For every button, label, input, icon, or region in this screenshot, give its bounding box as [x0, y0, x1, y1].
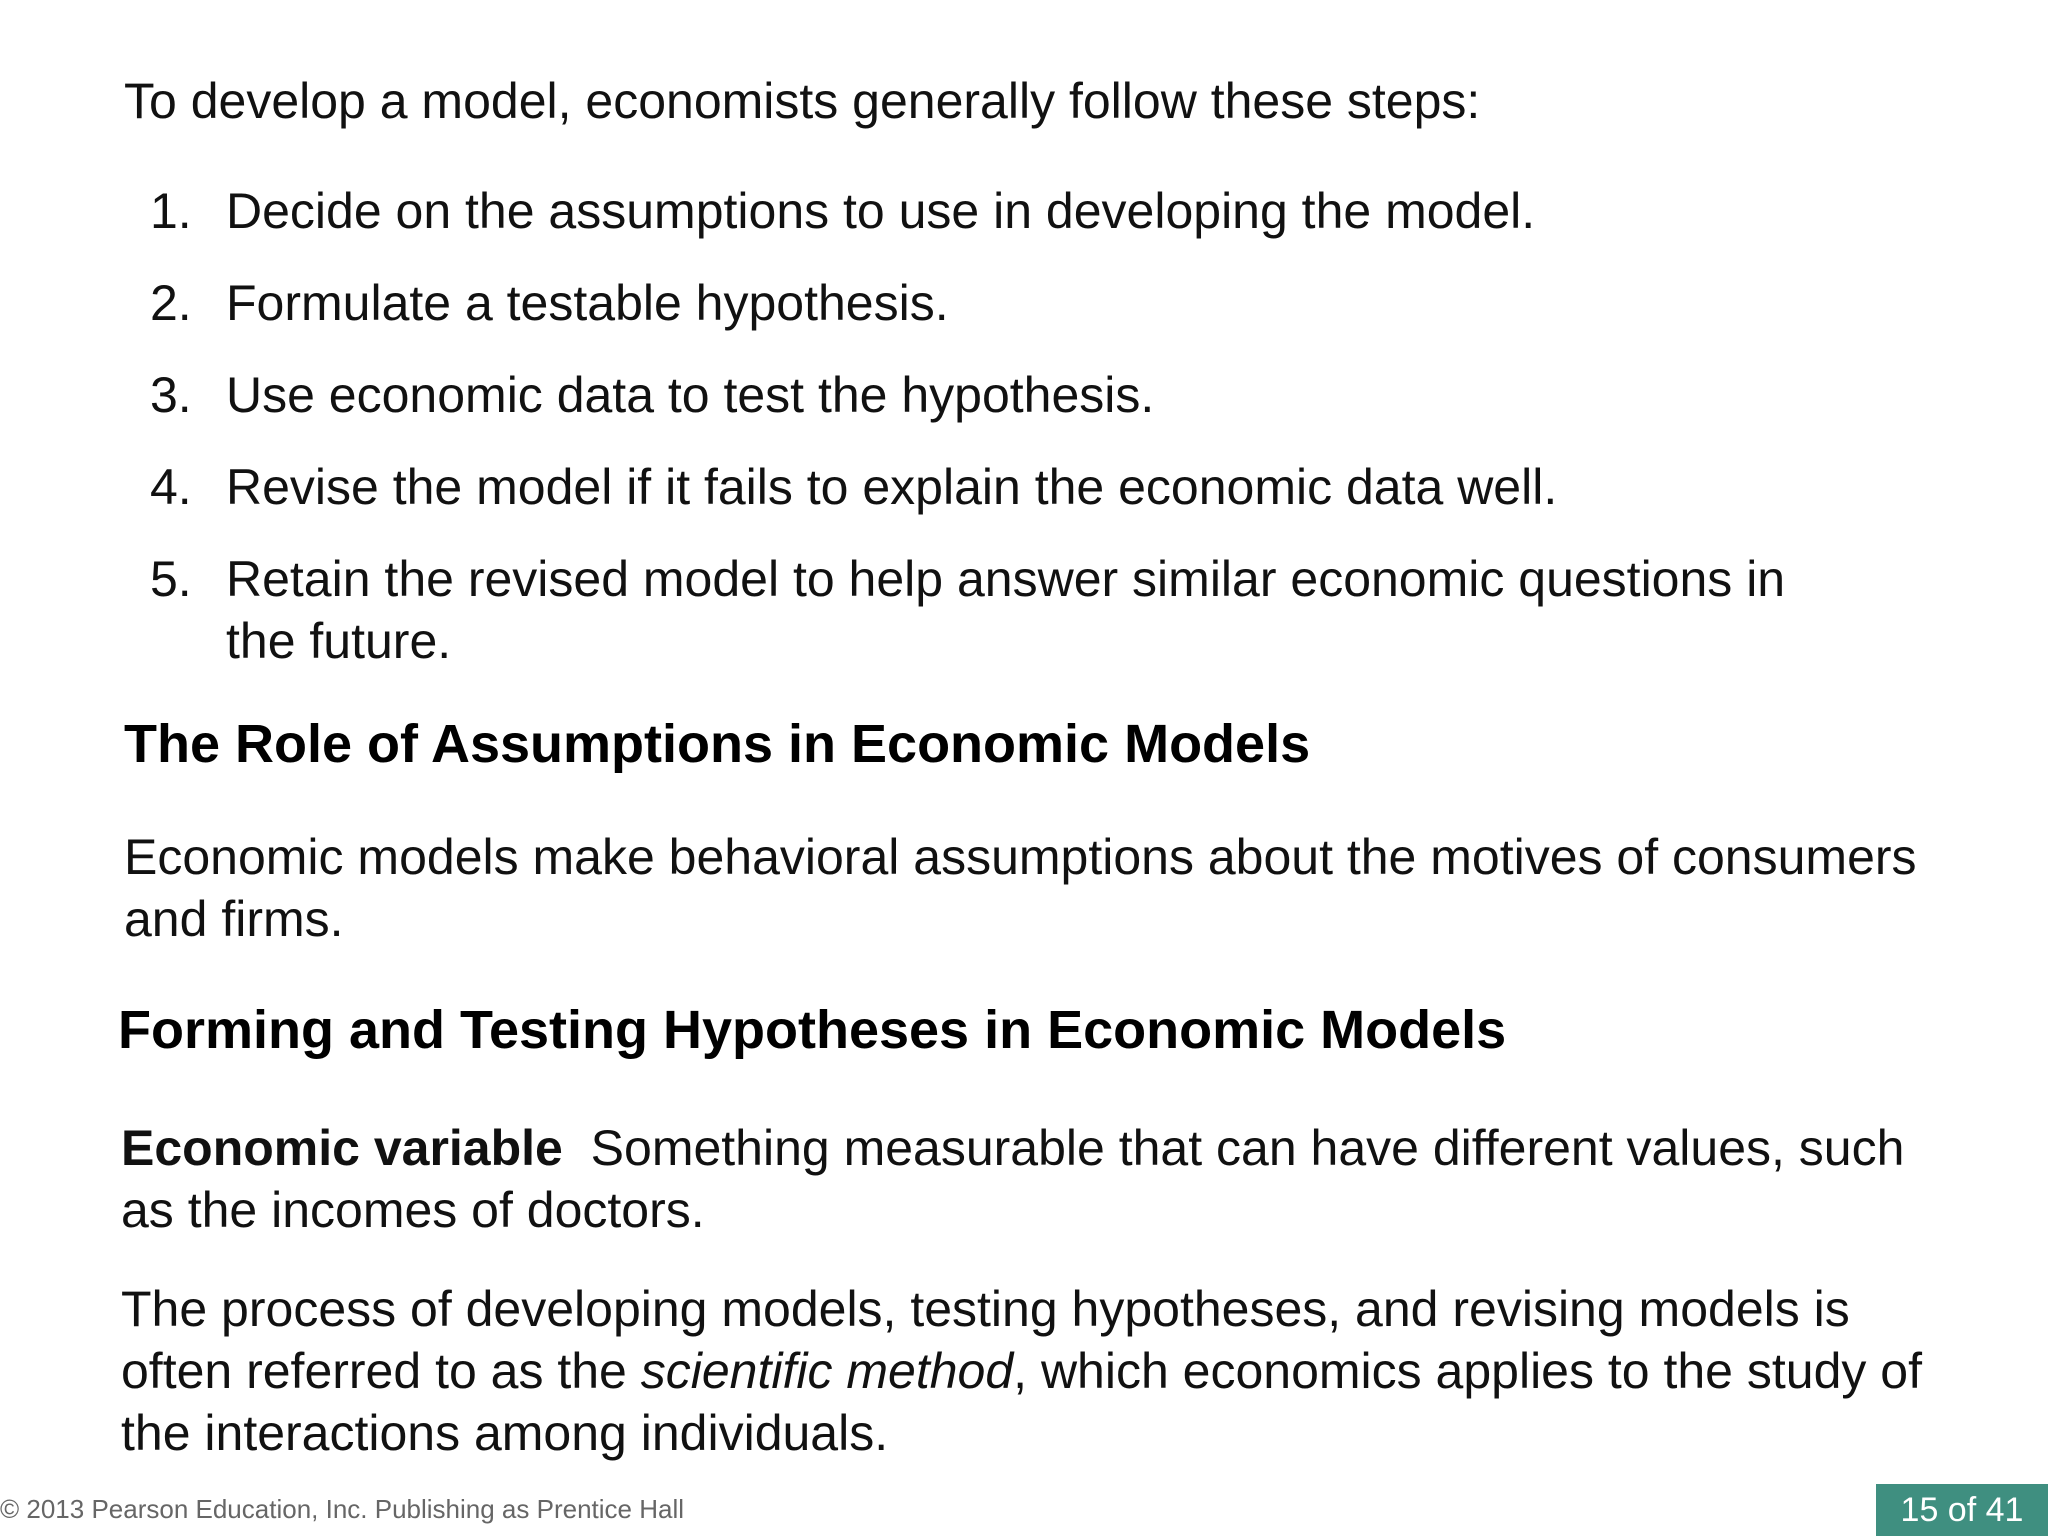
section-heading-role-of-assumptions: The Role of Assumptions in Economic Models — [124, 714, 1311, 774]
step-number: 3. — [150, 367, 192, 423]
step-text: Formulate a testable hypothesis. — [226, 275, 949, 331]
step-number: 4. — [150, 459, 192, 515]
step-text: Revise the model if it fails to explain the economic data well. — [226, 459, 1558, 515]
list-item — [150, 548, 1850, 672]
process-text-before: The process of developing models, testing hypotheses, and revising models is often referred to as the — [121, 1281, 1850, 1399]
step-number: 2. — [150, 275, 192, 331]
step-number: 1. — [150, 183, 192, 239]
intro-text: To develop a model, economists generally follow these steps: — [124, 73, 1481, 129]
economic-variable-definition — [121, 1117, 1921, 1241]
step-text: Use economic data to test the hypothesis. — [226, 367, 1155, 423]
definition-term: Economic variable — [121, 1120, 563, 1176]
step-number: 5. — [150, 551, 192, 607]
step-text: Retain the revised model to help answer similar economic questions in the future. — [226, 551, 1786, 669]
steps-list — [150, 180, 1850, 702]
copyright-footer: © 2013 Pearson Education, Inc. Publishing as Prentice Hall — [0, 1494, 684, 1524]
process-text-after: , which economics applies to the study of the interactions among individuals. — [121, 1343, 1922, 1461]
assumptions-paragraph: Economic models make behavioral assumptions about the motives of consumers and firms. — [124, 829, 1917, 947]
list-item — [150, 456, 1850, 518]
definition-text: Something measurable that can have different values, such as the incomes of doctors. — [121, 1120, 1905, 1238]
list-item — [150, 180, 1850, 242]
step-text: Decide on the assumptions to use in developing the model. — [226, 183, 1536, 239]
scientific-method-paragraph — [121, 1278, 1951, 1464]
process-emphasis: scientific method — [640, 1343, 1014, 1399]
list-item — [150, 364, 1850, 426]
page-number-badge: 15 of 41 — [1876, 1484, 2048, 1536]
section-heading-forming-testing-hypotheses: Forming and Testing Hypotheses in Economic Models — [118, 1000, 1507, 1060]
list-item — [150, 272, 1850, 334]
